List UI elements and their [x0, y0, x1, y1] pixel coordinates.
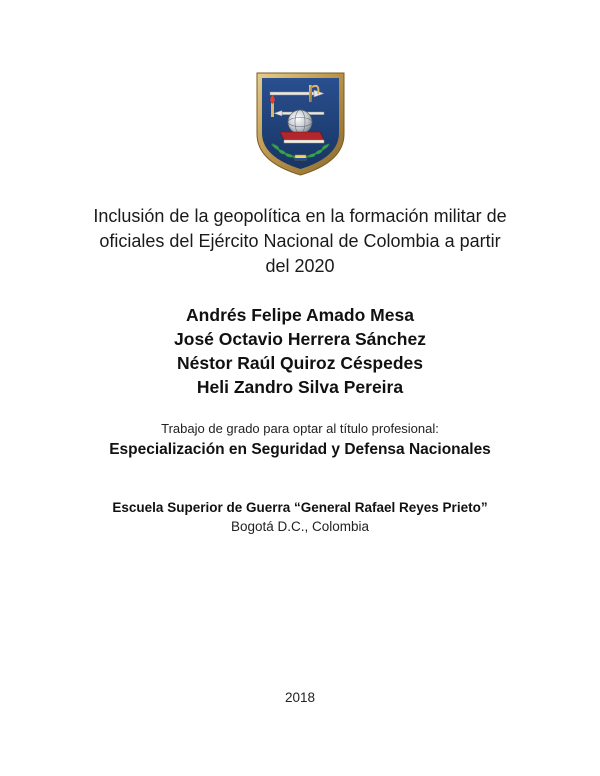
author-name: Néstor Raúl Quiroz Céspedes	[176, 353, 424, 373]
author-name: Andrés Felipe Amado Mesa	[186, 305, 414, 325]
thesis-title-line: Inclusión de la geopolítica en la formación militar de	[93, 206, 507, 226]
author-list	[60, 303, 540, 399]
publication-year: 2018	[284, 690, 316, 705]
thesis-title	[60, 204, 540, 279]
city-name: Bogotá D.C., Colombia	[230, 519, 370, 534]
degree-name: Especialización en Seguridad y Defensa Nacionales	[109, 441, 491, 458]
military-school-shield-icon	[254, 70, 347, 178]
author-name: José Octavio Herrera Sánchez	[174, 329, 426, 349]
degree-intro-text: Trabajo de grado para optar al título profesional:	[161, 421, 439, 436]
thesis-title-line: oficiales del Ejército Nacional de Colombia a partir	[99, 231, 501, 251]
school-name: Escuela Superior de Guerra “General Rafael Reyes Prieto”	[112, 500, 488, 515]
thesis-title-line: del 2020	[265, 256, 335, 276]
author-name: Heli Zandro Silva Pereira	[196, 377, 404, 397]
